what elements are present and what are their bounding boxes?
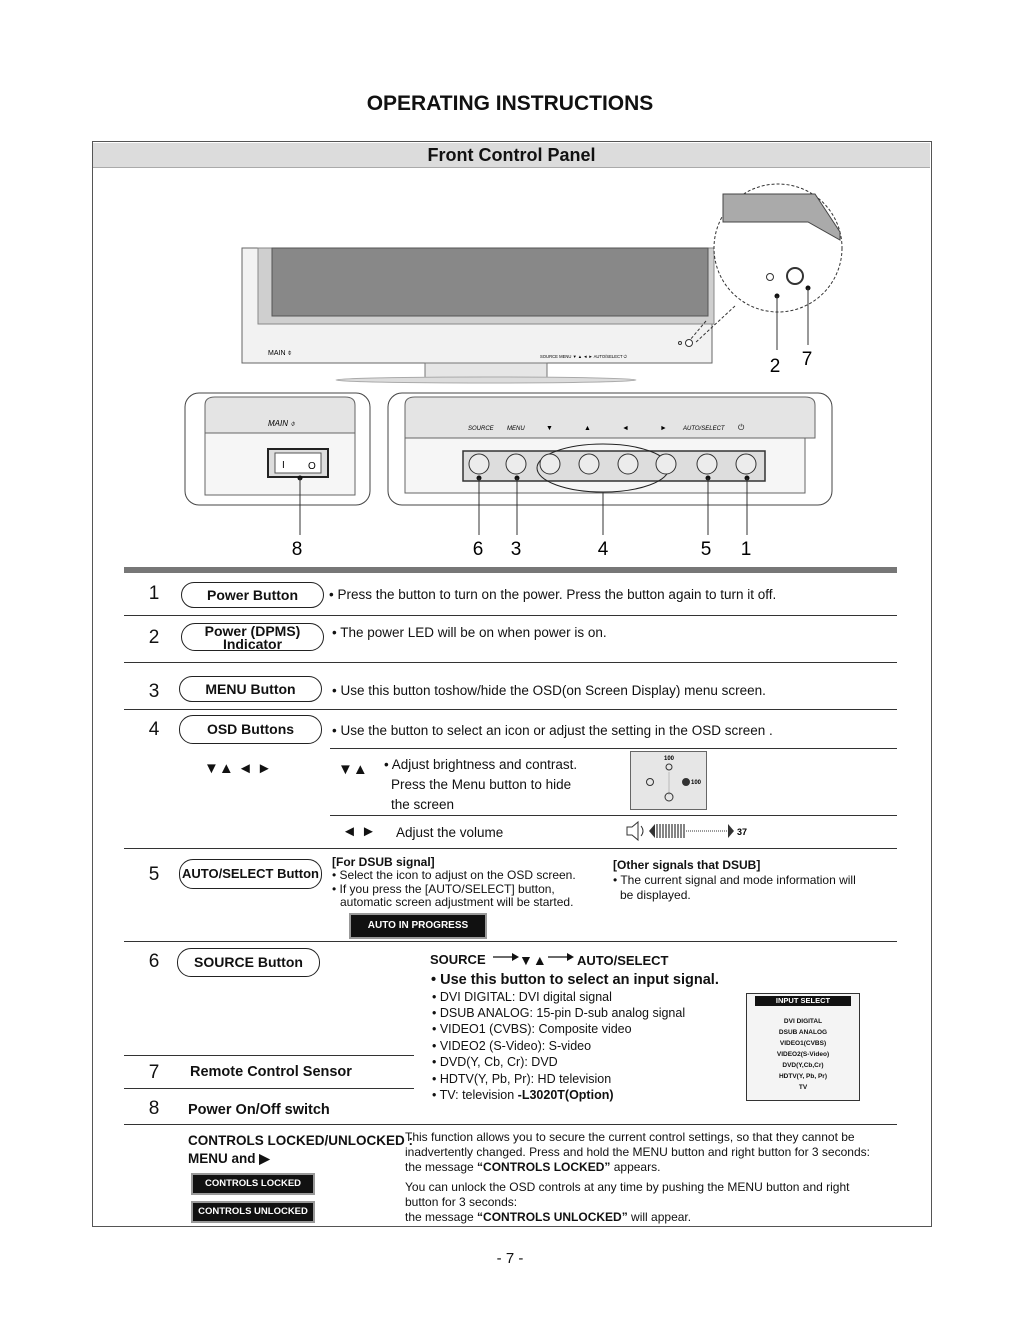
osd-top-value: 100 xyxy=(664,756,675,762)
osd-buttons-label: OSD Buttons xyxy=(179,715,322,744)
callout-2: 2 xyxy=(769,356,781,377)
lock-p2-message: “CONTROLS UNLOCKED” xyxy=(477,1210,628,1224)
flow-auto-select: AUTO/SELECT xyxy=(577,953,669,968)
dsub-line2: • If you press the [AUTO/SELECT] button, xyxy=(332,882,555,896)
switch-on-mark: I xyxy=(282,460,285,471)
lock-p2-line1: You can unlock the OSD controls at any time by pushing the MENU button and right xyxy=(405,1180,850,1194)
page-title: OPERATING INSTRUCTIONS xyxy=(366,92,654,115)
osd-leftright-desc: Adjust the volume xyxy=(396,825,504,840)
monitor-led-icon xyxy=(679,342,682,345)
panel-label-source: SOURCE xyxy=(468,426,494,432)
tv-model: -L3020T(Option) xyxy=(517,1088,614,1102)
signal-item: • VIDEO1 (CVBS): Composite video xyxy=(432,1022,632,1036)
item-2-desc: • The power LED will be on when power is on. xyxy=(332,625,607,640)
dsub-title: [For DSUB signal] xyxy=(332,855,435,869)
item-2-number: 2 xyxy=(148,627,160,648)
lock-title-line2: MENU and ▶ xyxy=(188,1151,270,1166)
tv-prefix: • TV: television xyxy=(432,1088,518,1102)
row-divider xyxy=(124,1088,414,1089)
item-3-desc: • Use this button toshow/hide the OSD(on Screen Display) menu screen. xyxy=(332,683,766,698)
menu-item: VIDEO2(S-Video) xyxy=(776,1051,830,1058)
callout-3: 3 xyxy=(510,539,522,560)
power-indicator-label-line2: Indicator xyxy=(222,636,283,652)
remote-sensor-label: Remote Control Sensor xyxy=(190,1064,352,1080)
panel-label-menu: MENU xyxy=(507,426,525,432)
switch-off-mark: O xyxy=(308,461,316,472)
power-button-label: Power Button xyxy=(181,582,324,608)
lock-p1-suffix: appears. xyxy=(610,1160,661,1174)
callout-1: 1 xyxy=(740,539,752,560)
flow-source: SOURCE xyxy=(430,952,486,967)
flow-arrows: ▼▲ xyxy=(519,952,547,968)
panel-label-left: ◄ xyxy=(622,425,629,432)
osd-updown-line2: Press the Menu button to hide xyxy=(391,777,572,792)
lock-p2-line3 xyxy=(405,1210,691,1224)
section-title: Front Control Panel xyxy=(93,143,930,168)
switch-main-label: MAIN ⌽ xyxy=(268,419,296,428)
menu-button-label: MENU Button xyxy=(179,676,322,702)
lock-p1-line2: inadvertently changed. Press and hold the MENU button and right button for 3 seconds: xyxy=(405,1145,870,1159)
monitor-main-label: MAIN ⌽ xyxy=(268,350,292,357)
row-divider xyxy=(124,709,897,710)
volume-osd xyxy=(625,820,755,842)
monitor-illustration xyxy=(242,248,714,383)
zoom-power-button-icon xyxy=(787,268,803,284)
source-button-label: SOURCE Button xyxy=(177,948,320,977)
other-signals-line2: be displayed. xyxy=(620,888,691,902)
other-signals-line1: • The current signal and mode information will xyxy=(613,873,856,887)
front-panel-figure xyxy=(0,0,1020,570)
osd-leftright-arrows: ◄ ► xyxy=(342,823,376,840)
osd-updown-arrows: ▼▲ xyxy=(338,761,368,778)
panel-label-power: ⏻ xyxy=(738,423,745,432)
other-signals-title: [Other signals that DSUB] xyxy=(613,858,761,872)
panel-label-auto-select: AUTO/SELECT xyxy=(683,426,725,432)
lock-p2-line2: button for 3 seconds: xyxy=(405,1195,518,1209)
dsub-line3: automatic screen adjustment will be started. xyxy=(340,895,574,909)
row-divider xyxy=(124,662,897,663)
source-use-text: • Use this button to select an input signal. xyxy=(431,972,719,988)
signal-item-tv xyxy=(432,1088,614,1102)
lock-p1-prefix: the message xyxy=(405,1160,478,1174)
menu-item: HDTV(Y, Pb, Pr) xyxy=(778,1073,828,1080)
menu-item: DVD(Y,Cb,Cr) xyxy=(782,1062,824,1069)
item-7-number: 7 xyxy=(148,1062,160,1083)
controls-locked-box: CONTROLS LOCKED xyxy=(191,1173,315,1195)
osd-updown-line3: the screen xyxy=(391,797,455,812)
lock-p1-line3 xyxy=(405,1160,660,1174)
item-4-number: 4 xyxy=(148,719,160,740)
osd-right-value: 100 xyxy=(691,780,702,786)
input-select-menu xyxy=(746,993,860,1101)
item-3-number: 3 xyxy=(148,681,160,702)
signal-item: • DVI DIGITAL: DVI digital signal xyxy=(432,990,612,1004)
panel-label-right: ► xyxy=(660,425,667,432)
brightness-contrast-osd xyxy=(630,751,708,811)
lock-p1-message: “CONTROLS LOCKED” xyxy=(477,1160,611,1174)
lock-p1-line1: This function allows you to secure the current control settings, so that they cannot be xyxy=(405,1130,855,1144)
item-1-number: 1 xyxy=(148,583,160,604)
osd-arrows: ▼▲ ◄ ► xyxy=(204,760,272,777)
item-6-number: 6 xyxy=(148,951,160,972)
controls-unlocked-box: CONTROLS UNLOCKED xyxy=(191,1201,315,1223)
row-divider xyxy=(124,615,897,616)
osd-updown-line1: • Adjust brightness and contrast. xyxy=(384,757,578,772)
auto-select-button-label: AUTO/SELECT Button xyxy=(179,859,322,889)
row-divider xyxy=(124,941,897,942)
flow-arrow-icon xyxy=(492,951,520,963)
panel-label-down: ▼ xyxy=(546,425,553,432)
dsub-line1: • Select the icon to adjust on the OSD screen. xyxy=(332,868,576,882)
lock-p2-suffix: will appear. xyxy=(627,1210,692,1224)
control-panel-illustration xyxy=(388,393,832,560)
power-switch-label: Power On/Off switch xyxy=(188,1102,330,1118)
volume-value: 37 xyxy=(737,827,748,837)
row-divider xyxy=(124,1055,414,1056)
lock-p2-prefix: the message xyxy=(405,1210,478,1224)
zoom-led-icon xyxy=(767,274,774,281)
input-select-header: INPUT SELECT xyxy=(755,996,851,1006)
row-divider xyxy=(330,748,897,749)
power-indicator-label-line1: Power (DPMS) xyxy=(204,623,301,639)
menu-item: VIDEO1(CVBS) xyxy=(779,1040,827,1047)
signal-item: • VIDEO2 (S-Video): S-video xyxy=(432,1039,592,1053)
row-divider xyxy=(124,848,897,849)
table-top-bar xyxy=(124,567,897,573)
power-indicator-label xyxy=(181,623,324,651)
row-divider xyxy=(124,1124,897,1125)
item-1-desc: • Press the button to turn on the power. Press the button again to turn it off. xyxy=(329,587,777,602)
signal-item: • DVD(Y, Cb, Cr): DVD xyxy=(432,1055,558,1069)
callout-4: 4 xyxy=(597,539,609,560)
menu-item: DSUB ANALOG xyxy=(778,1029,828,1036)
signal-item: • DSUB ANALOG: 15-pin D-sub analog signal xyxy=(432,1006,686,1020)
monitor-buttons-label: SOURCE MENU ▼ ▲ ◄ ► AUTO/SELECT ⏻ xyxy=(540,354,627,359)
lock-title-line1: CONTROLS LOCKED/UNLOCKED : xyxy=(188,1133,413,1148)
item-8-number: 8 xyxy=(148,1098,160,1119)
callout-7: 7 xyxy=(801,349,813,370)
page-number: - 7 - xyxy=(496,1250,524,1267)
row-divider xyxy=(330,815,897,816)
menu-item: DVI DIGITAL xyxy=(783,1018,823,1025)
signal-item: • HDTV(Y, Pb, Pr): HD television xyxy=(432,1072,612,1086)
flow-arrow-icon xyxy=(547,951,575,963)
item-5-number: 5 xyxy=(148,864,160,885)
panel-label-up: ▲ xyxy=(584,425,591,432)
menu-item: TV xyxy=(798,1084,808,1091)
callout-6: 6 xyxy=(472,539,484,560)
auto-in-progress-box: AUTO IN PROGRESS xyxy=(349,913,487,939)
power-switch-illustration xyxy=(185,393,370,560)
monitor-power-button-icon xyxy=(686,340,693,347)
callout-5: 5 xyxy=(700,539,712,560)
item-4-desc: • Use the button to select an icon or adjust the setting in the OSD screen . xyxy=(332,723,773,738)
speaker-icon xyxy=(627,822,638,840)
callout-8: 8 xyxy=(291,539,303,560)
